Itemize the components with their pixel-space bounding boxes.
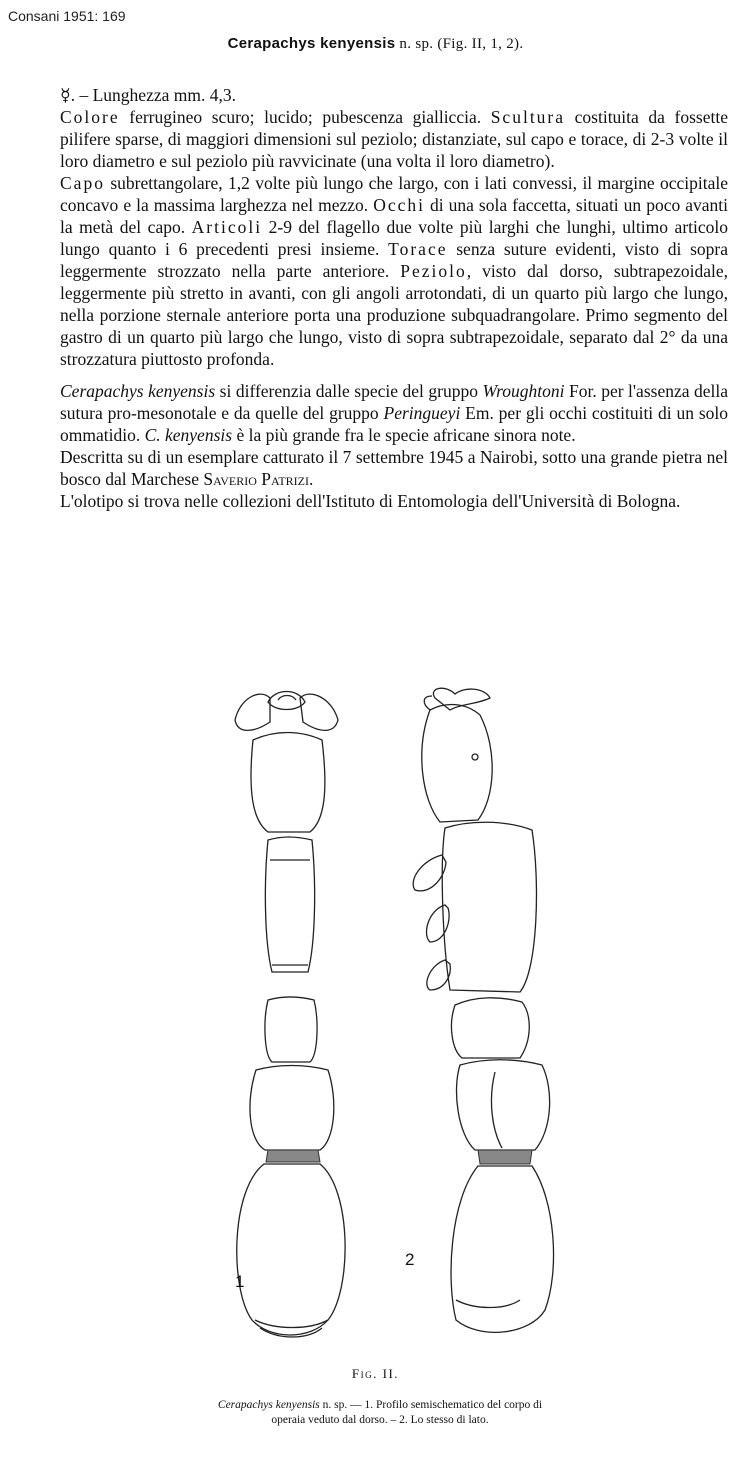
species-name: Cerapachys kenyensis: [227, 35, 396, 52]
description-text: [60, 84, 728, 512]
figure-label-1: 1: [235, 1272, 245, 1291]
lateral-gaster: [451, 1166, 554, 1332]
gaster-segment-1: [250, 1066, 334, 1151]
lateral-gaster-1: [456, 1060, 549, 1150]
eye: [472, 754, 478, 760]
constriction: [266, 1150, 320, 1162]
figure-label-2: 2: [405, 1250, 415, 1269]
article-title: [0, 35, 751, 53]
paragraph-holotype: L'olotipo si trova nelle collezioni dell'Istituto di Entomologia dell'Università di Bologna.: [60, 491, 681, 511]
lateral-petiole: [451, 998, 529, 1058]
gaster: [237, 1164, 345, 1335]
antenna: [433, 688, 490, 710]
dorsal-view: [235, 692, 345, 1338]
paragraph-morphology: Capo subrettangolare, 1,2 volte più lungo che largo, con i lati convessi, il margine occipitale concavo e la massima larghezza nel mezzo. Occhi di una sola faccetta, situati un poco avanti la metà del capo. Articoli 2-9 del flagello due volte più larghi che lunghi, ultimo articolo lungo quanto i 6 precedenti presi insieme. Torace senza suture evidenti, visto di sopra leggermente strozzato nella parte anteriore. Peziolo, visto dal dorso, subtrapezoidale, leggermente più stretto in avanti, con gli angoli arrotondati, di un quarto più largo che lungo, nella porzione sternale anteriore porta una produzione subquadrangolare. Primo segmento del gastro di un quarto più largo che lungo, visto di sopra subtrapezoidale, separato dal 2° da una strozzatura piuttosto profonda.: [60, 173, 728, 369]
mandible-left: [235, 694, 270, 730]
figure-ii: [160, 680, 600, 1370]
figure-caption: Cerapachys kenyensis n. sp. — 1. Profilo semischematico del corpo di operaia veduto dal dorso. – 2. Lo stesso di lato.: [217, 1399, 543, 1426]
title-suffix: n. sp. (Fig. II, 1, 2).: [399, 36, 524, 52]
citation: Consani 1951: 169: [8, 8, 126, 24]
figure-title: Fig. II.: [351, 1366, 400, 1381]
paragraph-collection: Descritta su di un esemplare catturato il 7 settembre 1945 a Nairobi, sotto una grande pietra nel bosco dal Marchese Saverio Patrizi.: [60, 447, 728, 489]
ant-drawing: [160, 680, 600, 1370]
paragraph-length: ☿. – Lunghezza mm. 4,3.: [60, 85, 236, 105]
lateral-thorax: [442, 822, 536, 992]
petiole: [265, 997, 317, 1062]
paragraph-color: Colore ferrugineo scuro; lucido; pubescenza gialliccia. Scultura costituita da fossette pilifere sparse, di maggiori dimensioni sul peziolo; distanziate, sul capo e torace, di 2-3 volte il loro diametro e sul peziolo più ravvicinate (una volta il loro diametro).: [60, 107, 728, 171]
head: [251, 733, 325, 833]
lateral-view: [413, 688, 553, 1332]
mandible-right: [300, 694, 338, 730]
thorax: [265, 837, 314, 972]
lateral-head: [422, 705, 492, 822]
paragraph-comparison: Cerapachys kenyensis si differenzia dalle specie del gruppo Wroughtoni For. per l'assenza della sutura pro-mesonotale e da quelle del gruppo Peringueyi Em. per gli occhi costituiti di un solo ommatidio. C. kenyensis è la più grande fra le specie africane sinora note.: [60, 381, 729, 445]
